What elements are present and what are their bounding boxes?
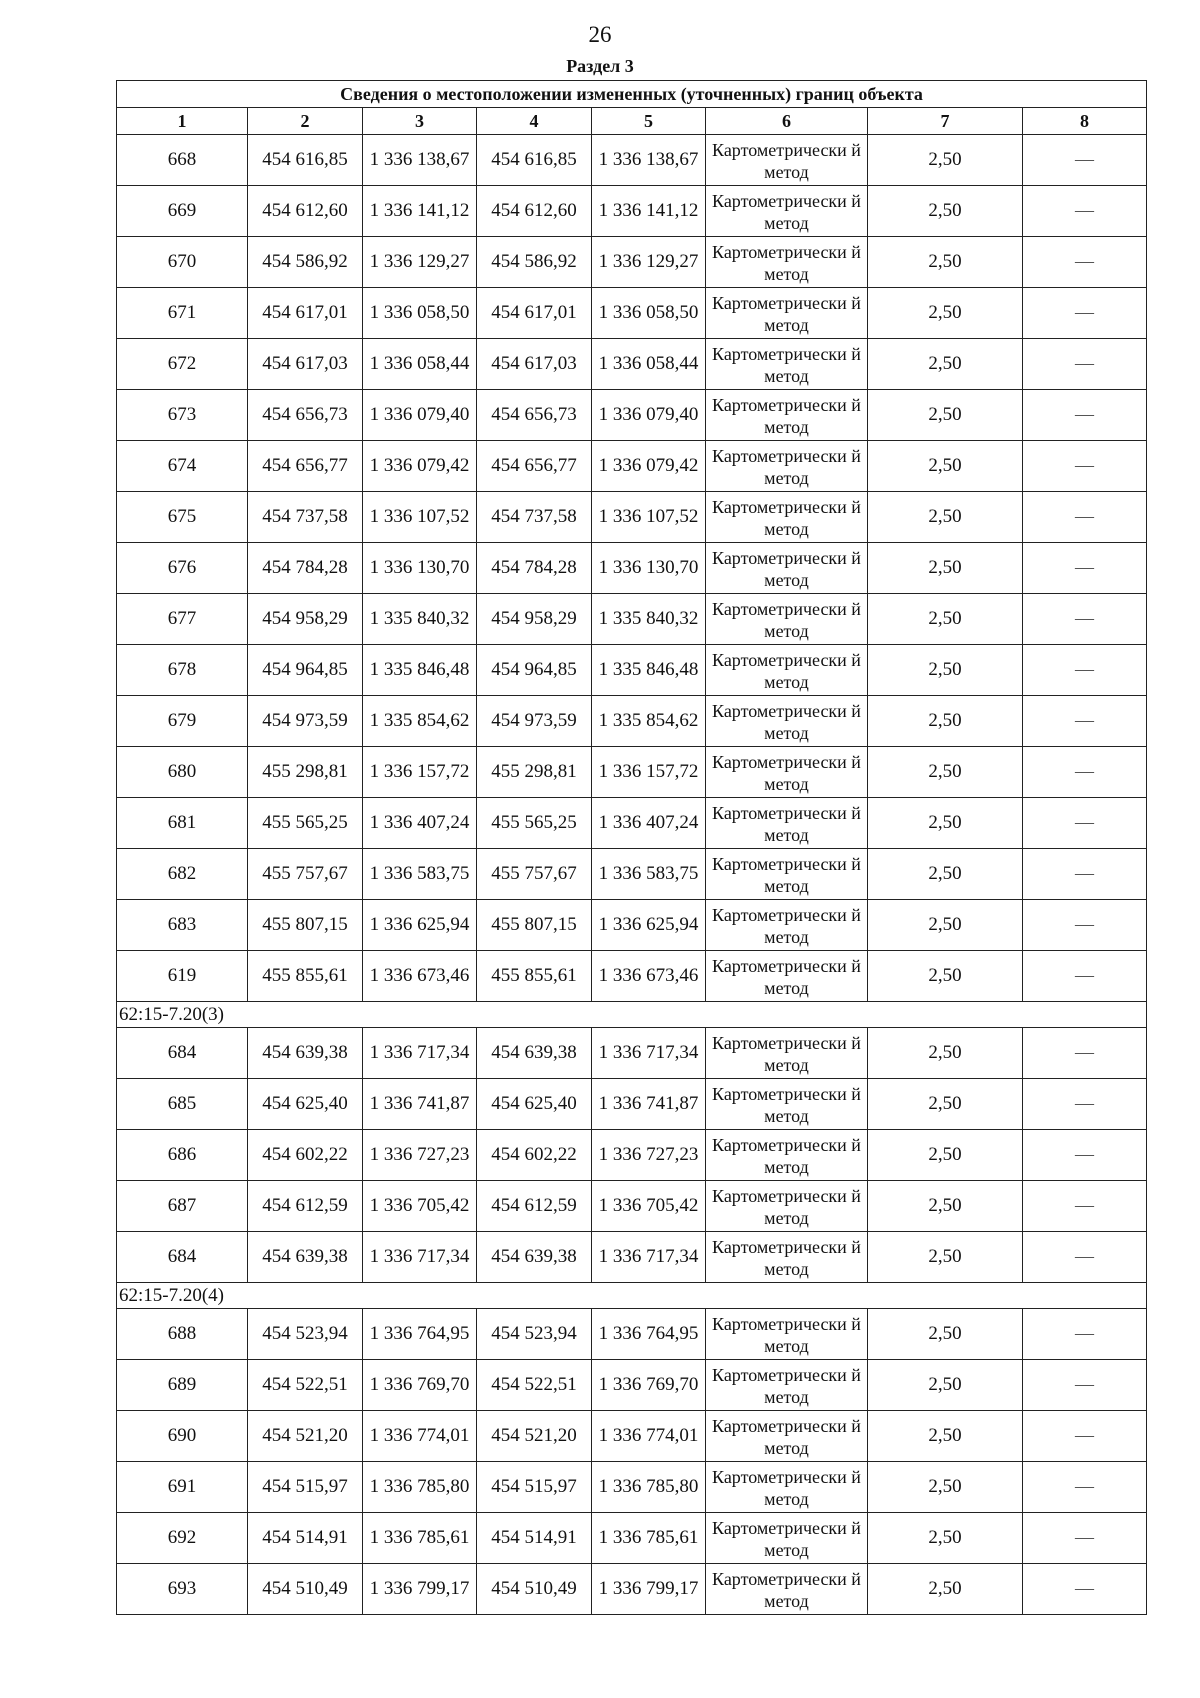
point-number-cell: 683 — [117, 900, 248, 951]
accuracy-cell: 2,50 — [868, 900, 1023, 951]
method-cell: Картометрически й метод — [706, 1130, 868, 1181]
point-number-cell: 669 — [117, 186, 248, 237]
method-cell: Картометрически й метод — [706, 951, 868, 1002]
accuracy-cell: 2,50 — [868, 288, 1023, 339]
table-row — [117, 492, 1147, 543]
accuracy-cell: 2,50 — [868, 1079, 1023, 1130]
table-row — [117, 1411, 1147, 1462]
table-row — [117, 849, 1147, 900]
existing-y-cell: 1 336 583,75 — [363, 849, 477, 900]
method-cell: Картометрически й метод — [706, 543, 868, 594]
existing-x-cell: 455 565,25 — [248, 798, 363, 849]
description-cell: — — [1023, 1411, 1147, 1462]
table-row — [117, 1513, 1147, 1564]
accuracy-cell: 2,50 — [868, 543, 1023, 594]
refined-x-cell: 454 964,85 — [477, 645, 592, 696]
method-cell: Картометрически й метод — [706, 594, 868, 645]
refined-x-cell: 454 639,38 — [477, 1232, 592, 1283]
method-cell: Картометрически й метод — [706, 135, 868, 186]
existing-x-cell: 454 973,59 — [248, 696, 363, 747]
existing-y-cell: 1 336 107,52 — [363, 492, 477, 543]
method-cell: Картометрически й метод — [706, 237, 868, 288]
existing-x-cell: 454 625,40 — [248, 1079, 363, 1130]
accuracy-cell: 2,50 — [868, 135, 1023, 186]
refined-x-cell: 454 656,77 — [477, 441, 592, 492]
refined-y-cell: 1 336 130,70 — [592, 543, 706, 594]
accuracy-cell: 2,50 — [868, 1360, 1023, 1411]
existing-x-cell: 455 757,67 — [248, 849, 363, 900]
table-row — [117, 900, 1147, 951]
description-cell: — — [1023, 1513, 1147, 1564]
point-number-cell: 674 — [117, 441, 248, 492]
accuracy-cell: 2,50 — [868, 645, 1023, 696]
description-cell: — — [1023, 1079, 1147, 1130]
column-number: 6 — [706, 108, 868, 135]
table-row — [117, 288, 1147, 339]
method-cell: Картометрически й метод — [706, 900, 868, 951]
table-row — [117, 1079, 1147, 1130]
method-cell: Картометрически й метод — [706, 645, 868, 696]
column-number: 4 — [477, 108, 592, 135]
point-number-cell: 676 — [117, 543, 248, 594]
point-number-cell: 679 — [117, 696, 248, 747]
method-cell: Картометрически й метод — [706, 798, 868, 849]
refined-x-cell: 454 522,51 — [477, 1360, 592, 1411]
refined-x-cell: 454 617,01 — [477, 288, 592, 339]
accuracy-cell: 2,50 — [868, 1181, 1023, 1232]
column-number: 8 — [1023, 108, 1147, 135]
table-row — [117, 339, 1147, 390]
column-number: 5 — [592, 108, 706, 135]
table-row — [117, 543, 1147, 594]
refined-x-cell: 454 973,59 — [477, 696, 592, 747]
refined-x-cell: 455 565,25 — [477, 798, 592, 849]
refined-y-cell: 1 336 785,80 — [592, 1462, 706, 1513]
point-number-cell: 678 — [117, 645, 248, 696]
refined-y-cell: 1 336 799,17 — [592, 1564, 706, 1615]
point-number-cell: 619 — [117, 951, 248, 1002]
table-row — [117, 747, 1147, 798]
existing-y-cell: 1 336 785,61 — [363, 1513, 477, 1564]
description-cell: — — [1023, 288, 1147, 339]
point-number-cell: 671 — [117, 288, 248, 339]
existing-x-cell: 454 639,38 — [248, 1028, 363, 1079]
existing-x-cell: 454 639,38 — [248, 1232, 363, 1283]
description-cell: — — [1023, 798, 1147, 849]
table-row — [117, 1360, 1147, 1411]
existing-x-cell: 455 298,81 — [248, 747, 363, 798]
description-cell: — — [1023, 1360, 1147, 1411]
existing-y-cell: 1 336 138,67 — [363, 135, 477, 186]
table-row — [117, 390, 1147, 441]
accuracy-cell: 2,50 — [868, 390, 1023, 441]
refined-y-cell: 1 335 846,48 — [592, 645, 706, 696]
existing-y-cell: 1 336 129,27 — [363, 237, 477, 288]
refined-x-cell: 454 523,94 — [477, 1309, 592, 1360]
existing-x-cell: 454 784,28 — [248, 543, 363, 594]
existing-x-cell: 454 656,73 — [248, 390, 363, 441]
method-cell: Картометрически й метод — [706, 1181, 868, 1232]
point-number-cell: 691 — [117, 1462, 248, 1513]
method-cell: Картометрически й метод — [706, 747, 868, 798]
accuracy-cell: 2,50 — [868, 798, 1023, 849]
refined-x-cell: 454 510,49 — [477, 1564, 592, 1615]
accuracy-cell: 2,50 — [868, 339, 1023, 390]
existing-y-cell: 1 336 705,42 — [363, 1181, 477, 1232]
existing-x-cell: 454 612,59 — [248, 1181, 363, 1232]
refined-y-cell: 1 336 407,24 — [592, 798, 706, 849]
refined-y-cell: 1 336 058,44 — [592, 339, 706, 390]
existing-y-cell: 1 336 774,01 — [363, 1411, 477, 1462]
table-row — [117, 1462, 1147, 1513]
accuracy-cell: 2,50 — [868, 1309, 1023, 1360]
existing-y-cell: 1 336 141,12 — [363, 186, 477, 237]
description-cell: — — [1023, 1181, 1147, 1232]
accuracy-cell: 2,50 — [868, 1411, 1023, 1462]
description-cell: — — [1023, 237, 1147, 288]
refined-x-cell: 454 639,38 — [477, 1028, 592, 1079]
refined-x-cell: 454 602,22 — [477, 1130, 592, 1181]
existing-y-cell: 1 335 840,32 — [363, 594, 477, 645]
refined-x-cell: 454 656,73 — [477, 390, 592, 441]
accuracy-cell: 2,50 — [868, 1232, 1023, 1283]
table-row — [117, 951, 1147, 1002]
accuracy-cell: 2,50 — [868, 951, 1023, 1002]
page-number: 26 — [588, 22, 612, 47]
table-row — [117, 1309, 1147, 1360]
existing-x-cell: 454 522,51 — [248, 1360, 363, 1411]
accuracy-cell: 2,50 — [868, 849, 1023, 900]
method-cell: Картометрически й метод — [706, 1079, 868, 1130]
existing-x-cell: 455 807,15 — [248, 900, 363, 951]
refined-x-cell: 454 617,03 — [477, 339, 592, 390]
existing-x-cell: 454 617,01 — [248, 288, 363, 339]
point-number-cell: 684 — [117, 1028, 248, 1079]
refined-y-cell: 1 336 079,42 — [592, 441, 706, 492]
point-number-cell: 675 — [117, 492, 248, 543]
accuracy-cell: 2,50 — [868, 1513, 1023, 1564]
existing-x-cell: 454 656,77 — [248, 441, 363, 492]
refined-y-cell: 1 335 840,32 — [592, 594, 706, 645]
existing-y-cell: 1 336 785,80 — [363, 1462, 477, 1513]
existing-y-cell: 1 336 157,72 — [363, 747, 477, 798]
table-row — [117, 186, 1147, 237]
existing-y-cell: 1 336 407,24 — [363, 798, 477, 849]
method-cell: Картометрически й метод — [706, 441, 868, 492]
method-cell: Картометрически й метод — [706, 1028, 868, 1079]
accuracy-cell: 2,50 — [868, 1028, 1023, 1079]
column-number-row — [117, 108, 1147, 135]
method-cell: Картометрически й метод — [706, 1232, 868, 1283]
description-cell: — — [1023, 543, 1147, 594]
table-row — [117, 1130, 1147, 1181]
existing-x-cell: 454 616,85 — [248, 135, 363, 186]
refined-x-cell: 454 586,92 — [477, 237, 592, 288]
coordinates-table — [116, 80, 1147, 1615]
description-cell: — — [1023, 594, 1147, 645]
point-number-cell: 687 — [117, 1181, 248, 1232]
point-number-cell: 668 — [117, 135, 248, 186]
existing-x-cell: 455 855,61 — [248, 951, 363, 1002]
method-cell: Картометрически й метод — [706, 696, 868, 747]
description-cell: — — [1023, 186, 1147, 237]
refined-y-cell: 1 335 854,62 — [592, 696, 706, 747]
existing-x-cell: 454 958,29 — [248, 594, 363, 645]
existing-x-cell: 454 964,85 — [248, 645, 363, 696]
table-row — [117, 1028, 1147, 1079]
refined-x-cell: 454 515,97 — [477, 1462, 592, 1513]
existing-x-cell: 454 586,92 — [248, 237, 363, 288]
description-cell: — — [1023, 1130, 1147, 1181]
refined-y-cell: 1 336 583,75 — [592, 849, 706, 900]
description-cell: — — [1023, 1028, 1147, 1079]
accuracy-cell: 2,50 — [868, 1462, 1023, 1513]
refined-y-cell: 1 336 625,94 — [592, 900, 706, 951]
refined-x-cell: 454 625,40 — [477, 1079, 592, 1130]
accuracy-cell: 2,50 — [868, 1130, 1023, 1181]
existing-y-cell: 1 336 079,40 — [363, 390, 477, 441]
refined-y-cell: 1 336 785,61 — [592, 1513, 706, 1564]
refined-x-cell: 455 807,15 — [477, 900, 592, 951]
table-row — [117, 594, 1147, 645]
accuracy-cell: 2,50 — [868, 594, 1023, 645]
refined-y-cell: 1 336 138,67 — [592, 135, 706, 186]
accuracy-cell: 2,50 — [868, 1564, 1023, 1615]
method-cell: Картометрически й метод — [706, 1309, 868, 1360]
method-cell: Картометрически й метод — [706, 1513, 868, 1564]
refined-y-cell: 1 336 129,27 — [592, 237, 706, 288]
point-number-cell: 682 — [117, 849, 248, 900]
group-row — [117, 1283, 1147, 1309]
existing-y-cell: 1 336 769,70 — [363, 1360, 477, 1411]
point-number-cell: 689 — [117, 1360, 248, 1411]
refined-y-cell: 1 336 774,01 — [592, 1411, 706, 1462]
method-cell: Картометрически й метод — [706, 849, 868, 900]
column-number: 7 — [868, 108, 1023, 135]
refined-y-cell: 1 336 727,23 — [592, 1130, 706, 1181]
section-title: Раздел 3 — [566, 56, 634, 76]
column-number: 1 — [117, 108, 248, 135]
existing-y-cell: 1 335 854,62 — [363, 696, 477, 747]
point-number-cell: 692 — [117, 1513, 248, 1564]
existing-x-cell: 454 523,94 — [248, 1309, 363, 1360]
existing-x-cell: 454 617,03 — [248, 339, 363, 390]
method-cell: Картометрически й метод — [706, 390, 868, 441]
refined-x-cell: 454 612,60 — [477, 186, 592, 237]
table-caption: Сведения о местоположении измененных (уточненных) границ объекта — [117, 81, 1147, 108]
accuracy-cell: 2,50 — [868, 186, 1023, 237]
refined-y-cell: 1 336 717,34 — [592, 1232, 706, 1283]
point-number-cell: 684 — [117, 1232, 248, 1283]
existing-y-cell: 1 336 764,95 — [363, 1309, 477, 1360]
accuracy-cell: 2,50 — [868, 747, 1023, 798]
existing-y-cell: 1 336 625,94 — [363, 900, 477, 951]
point-number-cell: 693 — [117, 1564, 248, 1615]
point-number-cell: 688 — [117, 1309, 248, 1360]
method-cell: Картометрически й метод — [706, 288, 868, 339]
existing-y-cell: 1 336 717,34 — [363, 1232, 477, 1283]
point-number-cell: 685 — [117, 1079, 248, 1130]
column-number: 3 — [363, 108, 477, 135]
refined-y-cell: 1 336 107,52 — [592, 492, 706, 543]
accuracy-cell: 2,50 — [868, 441, 1023, 492]
refined-x-cell: 455 757,67 — [477, 849, 592, 900]
refined-x-cell: 455 298,81 — [477, 747, 592, 798]
description-cell: — — [1023, 696, 1147, 747]
table-row — [117, 237, 1147, 288]
refined-x-cell: 454 616,85 — [477, 135, 592, 186]
description-cell: — — [1023, 390, 1147, 441]
existing-y-cell: 1 336 130,70 — [363, 543, 477, 594]
refined-x-cell: 454 784,28 — [477, 543, 592, 594]
method-cell: Картометрически й метод — [706, 1462, 868, 1513]
description-cell: — — [1023, 1309, 1147, 1360]
point-number-cell: 677 — [117, 594, 248, 645]
existing-x-cell: 454 602,22 — [248, 1130, 363, 1181]
point-number-cell: 690 — [117, 1411, 248, 1462]
existing-x-cell: 454 515,97 — [248, 1462, 363, 1513]
existing-x-cell: 454 737,58 — [248, 492, 363, 543]
description-cell: — — [1023, 441, 1147, 492]
method-cell: Картометрически й метод — [706, 1411, 868, 1462]
group-label: 62:15-7.20(4) — [117, 1283, 1147, 1309]
description-cell: — — [1023, 645, 1147, 696]
group-label: 62:15-7.20(3) — [117, 1002, 1147, 1028]
existing-x-cell: 454 510,49 — [248, 1564, 363, 1615]
refined-y-cell: 1 336 157,72 — [592, 747, 706, 798]
accuracy-cell: 2,50 — [868, 492, 1023, 543]
column-number: 2 — [248, 108, 363, 135]
group-row — [117, 1002, 1147, 1028]
existing-x-cell: 454 521,20 — [248, 1411, 363, 1462]
table-row — [117, 1181, 1147, 1232]
refined-x-cell: 454 737,58 — [477, 492, 592, 543]
refined-x-cell: 454 514,91 — [477, 1513, 592, 1564]
refined-y-cell: 1 336 741,87 — [592, 1079, 706, 1130]
refined-y-cell: 1 336 764,95 — [592, 1309, 706, 1360]
existing-y-cell: 1 336 058,50 — [363, 288, 477, 339]
existing-y-cell: 1 335 846,48 — [363, 645, 477, 696]
point-number-cell: 686 — [117, 1130, 248, 1181]
description-cell: — — [1023, 747, 1147, 798]
refined-y-cell: 1 336 141,12 — [592, 186, 706, 237]
table-body — [117, 81, 1147, 1615]
point-number-cell: 680 — [117, 747, 248, 798]
refined-y-cell: 1 336 717,34 — [592, 1028, 706, 1079]
refined-y-cell: 1 336 705,42 — [592, 1181, 706, 1232]
refined-y-cell: 1 336 769,70 — [592, 1360, 706, 1411]
description-cell: — — [1023, 1462, 1147, 1513]
table-row — [117, 645, 1147, 696]
refined-y-cell: 1 336 673,46 — [592, 951, 706, 1002]
method-cell: Картометрически й метод — [706, 1360, 868, 1411]
existing-y-cell: 1 336 673,46 — [363, 951, 477, 1002]
description-cell: — — [1023, 135, 1147, 186]
existing-y-cell: 1 336 079,42 — [363, 441, 477, 492]
description-cell: — — [1023, 1564, 1147, 1615]
refined-x-cell: 454 958,29 — [477, 594, 592, 645]
accuracy-cell: 2,50 — [868, 237, 1023, 288]
point-number-cell: 673 — [117, 390, 248, 441]
existing-y-cell: 1 336 799,17 — [363, 1564, 477, 1615]
refined-y-cell: 1 336 058,50 — [592, 288, 706, 339]
existing-x-cell: 454 514,91 — [248, 1513, 363, 1564]
description-cell: — — [1023, 849, 1147, 900]
refined-x-cell: 455 855,61 — [477, 951, 592, 1002]
point-number-cell: 670 — [117, 237, 248, 288]
point-number-cell: 681 — [117, 798, 248, 849]
point-number-cell: 672 — [117, 339, 248, 390]
table-row — [117, 696, 1147, 747]
refined-x-cell: 454 521,20 — [477, 1411, 592, 1462]
accuracy-cell: 2,50 — [868, 696, 1023, 747]
description-cell: — — [1023, 951, 1147, 1002]
refined-x-cell: 454 612,59 — [477, 1181, 592, 1232]
table-row — [117, 1564, 1147, 1615]
existing-y-cell: 1 336 741,87 — [363, 1079, 477, 1130]
refined-y-cell: 1 336 079,40 — [592, 390, 706, 441]
table-row — [117, 798, 1147, 849]
method-cell: Картометрически й метод — [706, 339, 868, 390]
table-row — [117, 441, 1147, 492]
table-row — [117, 1232, 1147, 1283]
description-cell: — — [1023, 492, 1147, 543]
method-cell: Картометрически й метод — [706, 1564, 868, 1615]
description-cell: — — [1023, 1232, 1147, 1283]
existing-y-cell: 1 336 058,44 — [363, 339, 477, 390]
method-cell: Картометрически й метод — [706, 186, 868, 237]
table-caption-row — [117, 81, 1147, 108]
existing-y-cell: 1 336 717,34 — [363, 1028, 477, 1079]
existing-y-cell: 1 336 727,23 — [363, 1130, 477, 1181]
existing-x-cell: 454 612,60 — [248, 186, 363, 237]
method-cell: Картометрически й метод — [706, 492, 868, 543]
description-cell: — — [1023, 900, 1147, 951]
description-cell: — — [1023, 339, 1147, 390]
table-row — [117, 135, 1147, 186]
